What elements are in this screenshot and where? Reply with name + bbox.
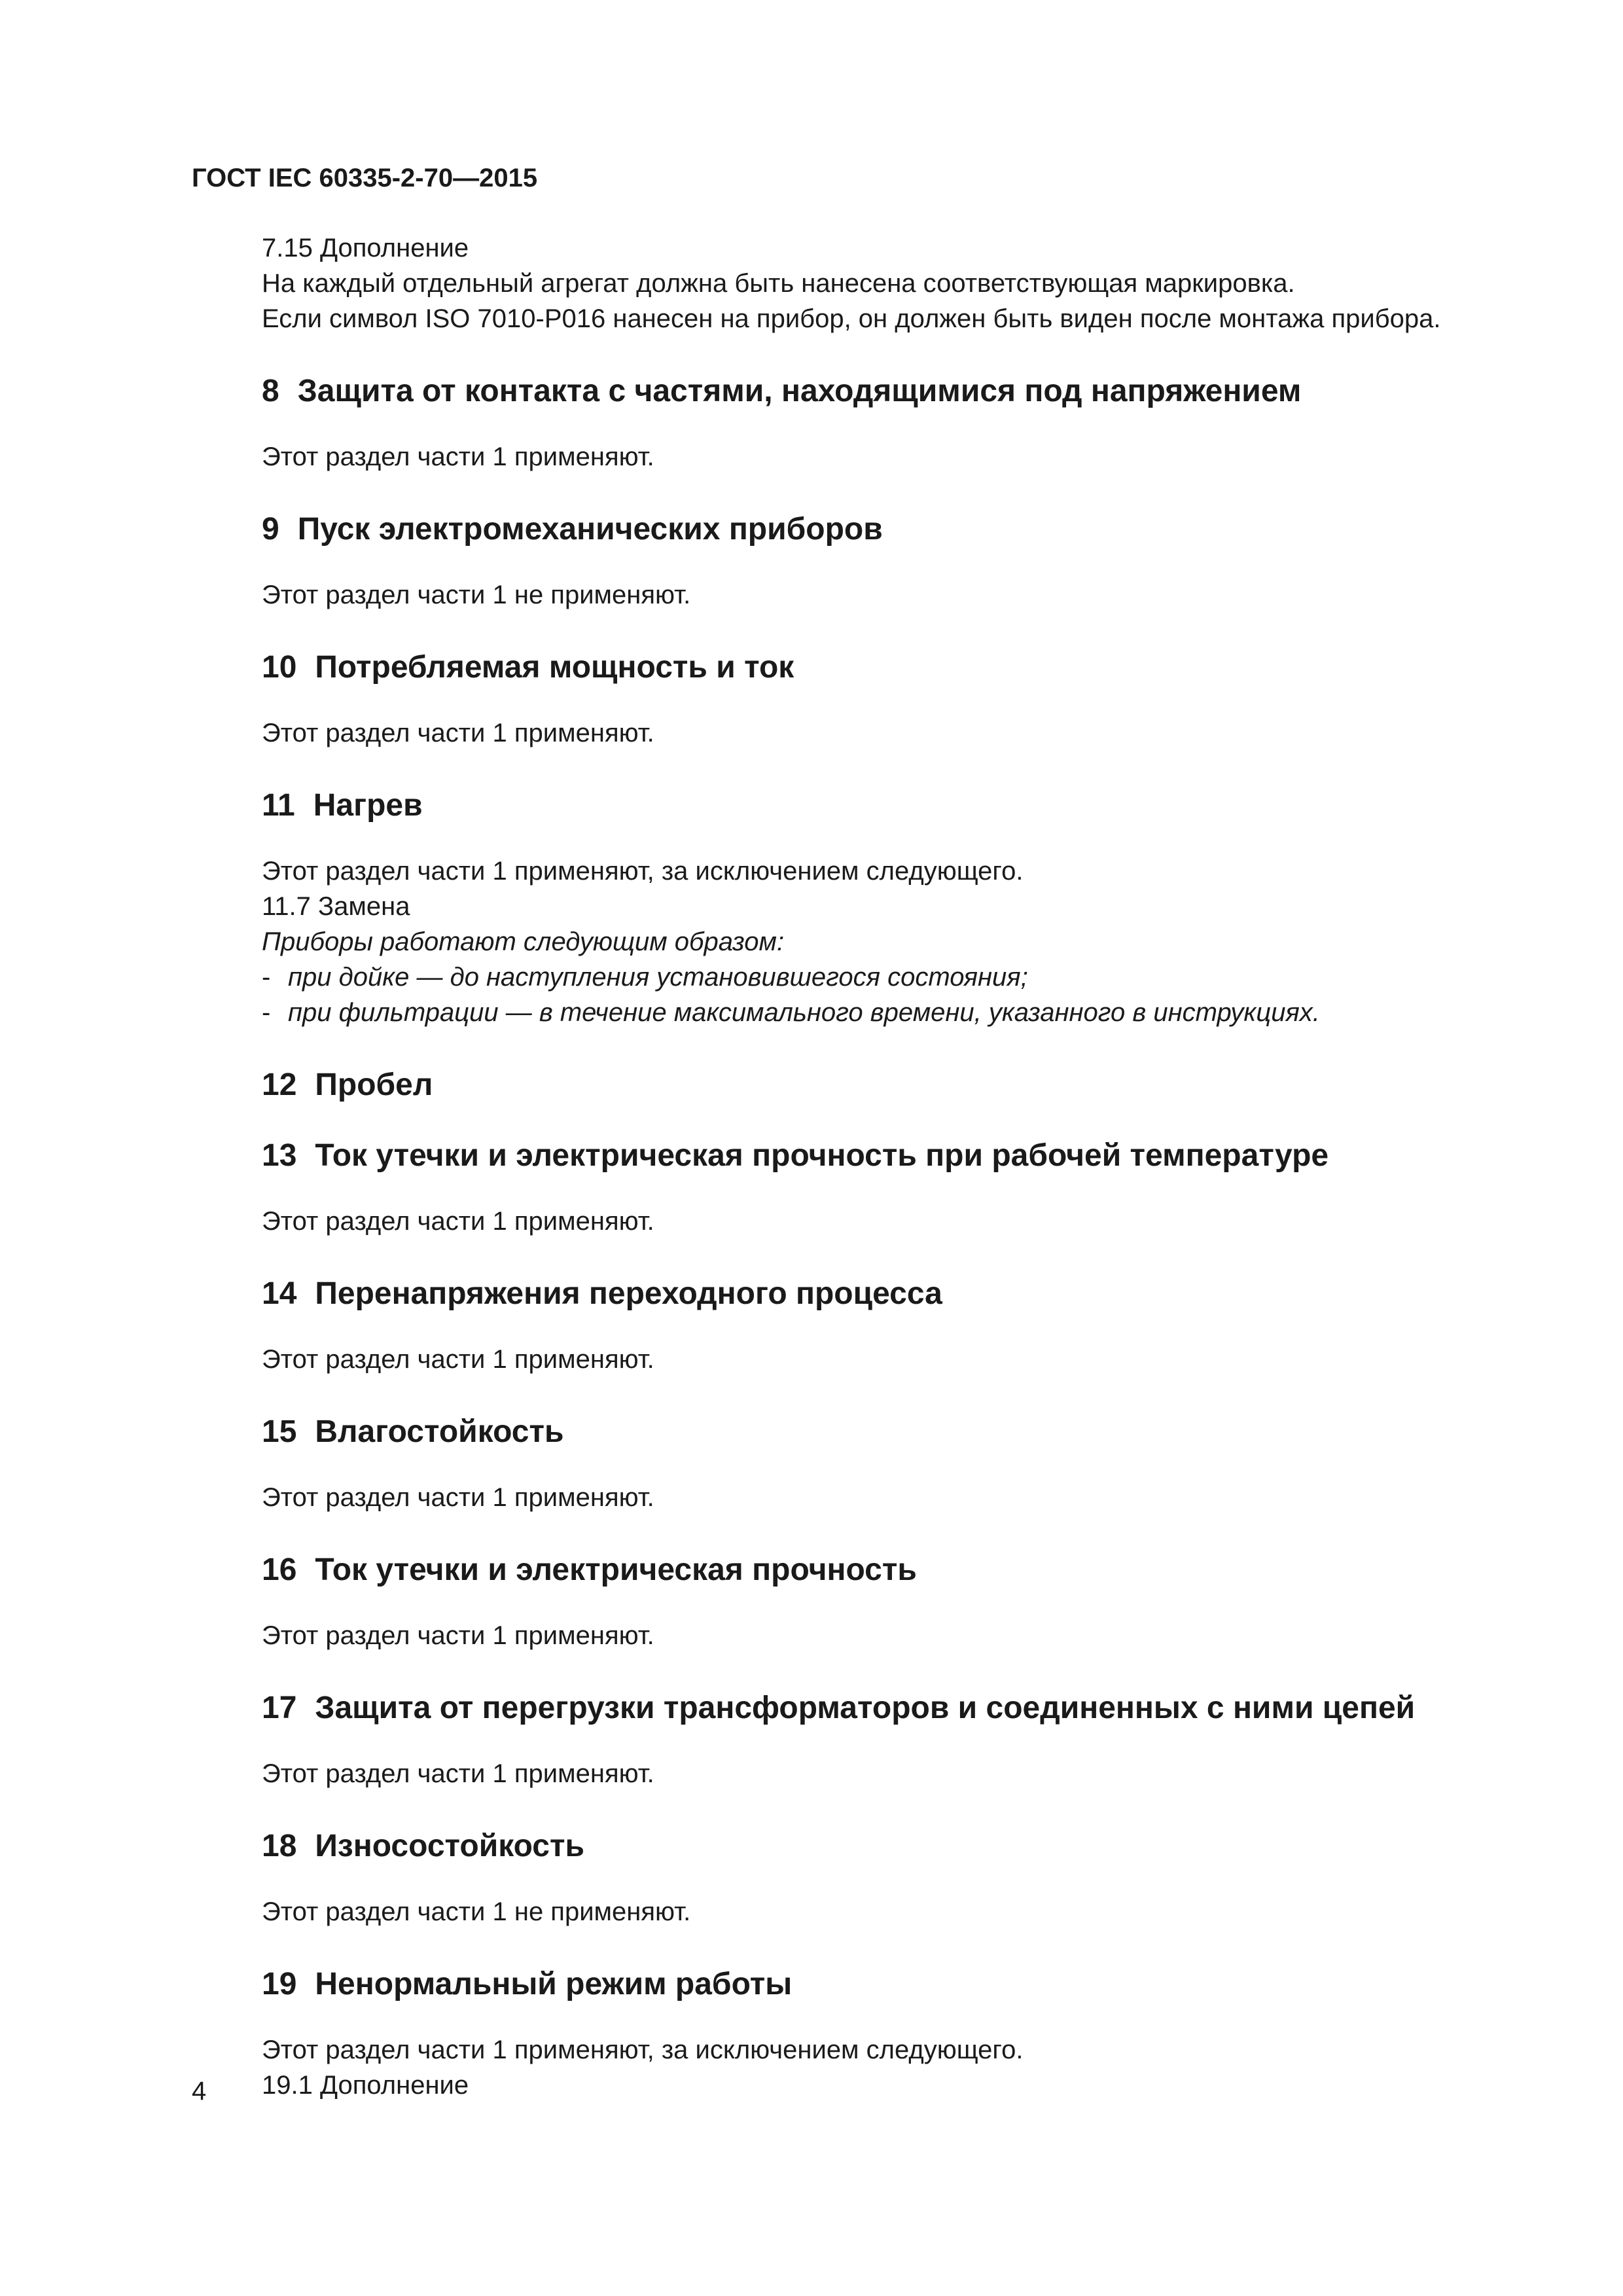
section-title: Защита от перегрузки трансформаторов и соединенных с ними цепей [315, 1691, 1416, 1725]
section-19 [262, 1965, 1544, 2103]
section-number: 11 [262, 788, 295, 823]
page-number: 4 [192, 2077, 207, 2106]
section-title: Пробел [315, 1067, 433, 1102]
section-title: Влагостойкость [315, 1414, 564, 1449]
section-14 [262, 1275, 1544, 1377]
section-9 [262, 511, 1544, 613]
section-number: 8 [262, 374, 279, 408]
section-16 [262, 1551, 1544, 1653]
section-13 [262, 1137, 1544, 1239]
section-heading [262, 1689, 1544, 1727]
section-number: 15 [262, 1414, 297, 1449]
section-title: Ток утечки и электрическая прочность [315, 1552, 917, 1587]
section-number: 18 [262, 1829, 297, 1863]
section-text: Этот раздел части 1 применяют. [262, 1483, 654, 1512]
section-text: Этот раздел части 1 не применяют. [262, 1897, 691, 1926]
section-text: Этот раздел части 1 применяют. [262, 1621, 654, 1650]
list-bullet: - [262, 998, 271, 1027]
section-number: 14 [262, 1276, 297, 1311]
list-item [262, 995, 1544, 1030]
section-text: Этот раздел части 1 применяют, за исключением следующего. [262, 857, 1024, 886]
list-item-text: при дойке — до наступления установившегося состояния; [288, 963, 1028, 992]
section-title: Ток утечки и электрическая прочность при рабочей температуре [315, 1138, 1329, 1173]
section-text: Этот раздел части 1 применяют. [262, 1207, 654, 1236]
section-text: Этот раздел части 1 применяют. [262, 442, 654, 471]
section-title: Потребляемая мощность и ток [315, 650, 794, 685]
list-item [262, 960, 1544, 995]
section-15 [262, 1413, 1544, 1515]
section-heading [262, 1275, 1544, 1313]
section-heading [262, 372, 1544, 410]
section-heading [262, 1827, 1544, 1865]
section-title: Нагрев [313, 788, 423, 823]
clause-7-15-text-2: Если символ ISO 7010-P016 нанесен на прибор, он должен быть виден после монтажа прибора. [262, 304, 1441, 333]
section-heading [262, 649, 1544, 687]
section-title: Перенапряжения переходного процесса [315, 1276, 942, 1311]
section-number: 19 [262, 1967, 297, 2001]
section-heading [262, 1413, 1544, 1451]
section-number: 17 [262, 1691, 297, 1725]
page-content [262, 230, 1544, 2103]
section-title: Пуск электромеханических приборов [297, 512, 883, 547]
section-title: Износостойкость [315, 1829, 584, 1863]
section-text: Этот раздел части 1 применяют. [262, 719, 654, 747]
section-text: Этот раздел части 1 не применяют. [262, 581, 691, 609]
section-text: Этот раздел части 1 применяют. [262, 1759, 654, 1788]
list-bullet: - [262, 963, 271, 992]
clause-7-15-heading: 7.15 Дополнение [262, 234, 469, 262]
clause-7-15-block [262, 230, 1544, 336]
section-text: Этот раздел части 1 применяют, за исключением следующего. [262, 2036, 1024, 2064]
list-item-text: при фильтрации — в течение максимального времени, указанного в инструкциях. [288, 998, 1320, 1027]
section-text: Этот раздел части 1 применяют. [262, 1345, 654, 1374]
section-heading [262, 511, 1544, 548]
section-10 [262, 649, 1544, 751]
section-12 [262, 1066, 1544, 1104]
section-17 [262, 1689, 1544, 1791]
section-heading [262, 1551, 1544, 1589]
subclause-intro: Приборы работают следующим образом: [262, 927, 785, 956]
clause-7-15-text-1: На каждый отдельный агрегат должна быть нанесена соответствующая маркировка. [262, 269, 1295, 298]
section-heading [262, 1965, 1544, 2003]
section-title: Ненормальный режим работы [315, 1967, 793, 2001]
section-11 [262, 787, 1544, 1030]
section-number: 12 [262, 1067, 297, 1102]
section-18 [262, 1827, 1544, 1929]
section-number: 13 [262, 1138, 297, 1173]
section-number: 16 [262, 1552, 297, 1587]
subclause-heading: 19.1 Дополнение [262, 2071, 469, 2100]
section-number: 10 [262, 650, 297, 685]
subclause-heading: 11.7 Замена [262, 892, 410, 921]
section-title: Защита от контакта с частями, находящимися под напряжением [297, 374, 1302, 408]
section-8 [262, 372, 1544, 475]
section-number: 9 [262, 512, 279, 547]
section-heading [262, 787, 1544, 825]
section-heading [262, 1066, 1544, 1104]
section-heading [262, 1137, 1544, 1175]
document-header: ГОСТ IEC 60335-2-70—2015 [192, 164, 538, 192]
